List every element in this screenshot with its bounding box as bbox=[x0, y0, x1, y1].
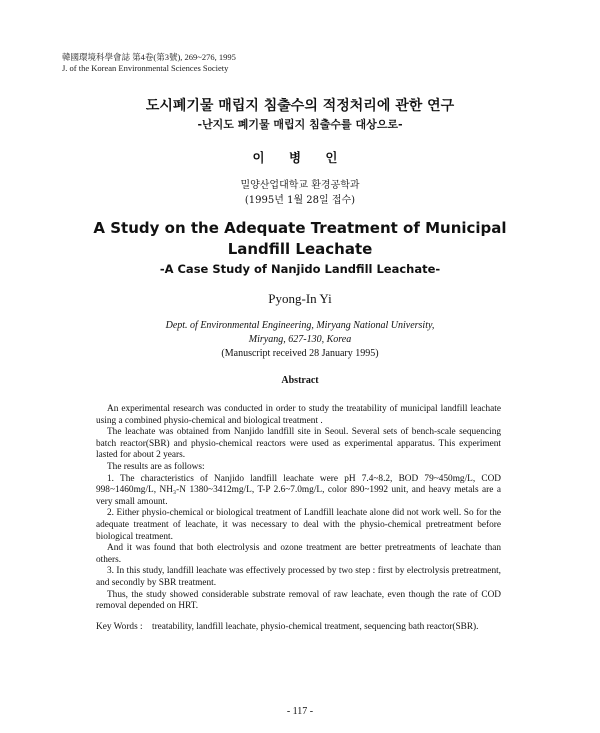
abstract-heading: Abstract bbox=[281, 375, 319, 386]
abstract-result-3: 3. In this study, landfill leachate was effectively processed by two step : first by electrolysis pretreatment, and secondly by SBR treatment. bbox=[96, 566, 501, 588]
journal-line-english: J. of the Korean Environmental Sciences Society bbox=[62, 63, 229, 73]
page-number: - 117 - bbox=[286, 706, 314, 717]
keywords-label: Key Words : bbox=[96, 621, 143, 632]
english-author: Pyong-In Yi bbox=[268, 291, 332, 306]
department-line2: Miryang, 627-130, Korea bbox=[248, 334, 352, 345]
abstract-conclusion: Thus, the study showed considerable substrate removal of raw leachate, even though the rate of COD removal depended on HRT. bbox=[96, 589, 501, 612]
journal-citation bbox=[62, 52, 236, 74]
abstract-paragraph: The results are as follows: bbox=[107, 461, 205, 472]
abstract-result-1: 1. The characteristics of Nanjido landfill leachate were pH 7.4~8.2, BOD 79~450mg/L, COD 998~1460mg/L, NH₃-N 1380~3412mg/L, T-P 2.6~7.0mg/L, color 890~1992 unit, and heavy metals are a very small amount. bbox=[96, 473, 501, 507]
english-subtitle: -A Case Study of Nanjido Landfill Leachate- bbox=[159, 262, 441, 276]
abstract-paragraph: The leachate was obtained from Nanjido landfill site in Seoul. Several sets of bench-scale sequencing batch reactor(SBR) and physio-chemical reactors were used as experimental apparatus. This experiment lasted for about 2 years. bbox=[96, 427, 501, 461]
manuscript-received: (Manuscript received 28 January 1995) bbox=[221, 348, 379, 359]
english-title-line1: A Study on the Adequate Treatment of Municipal bbox=[93, 219, 507, 237]
korean-affiliation: 밀양산업대학교 환경공학과 bbox=[240, 180, 360, 191]
keywords-text: treatability, landfill leachate, physio-chemical treatment, sequencing bath reactor(SBR). bbox=[152, 621, 479, 632]
abstract-result-2: 2. Either physio-chemical or biological treatment of Landfill leachate alone did not work well. So for the adequate treatment of leachate, it was necessary to deal with the physio-chemical pretreatment before biological treatment. bbox=[96, 508, 501, 542]
journal-line-korean: 韓國環境科學會誌 第4卷(第3號), 269~276, 1995 bbox=[62, 52, 236, 62]
korean-author: 이 병 인 bbox=[252, 150, 348, 165]
english-title-line2: Landfill Leachate bbox=[227, 240, 373, 258]
abstract-paragraph: And it was found that both electrolysis and ozone treatment are better pretreatments of leachate than others. bbox=[96, 543, 501, 565]
korean-subtitle: -난지도 폐기물 매립지 침출수를 대상으로- bbox=[197, 118, 403, 131]
korean-received-date: (1995년 1월 28일 접수) bbox=[244, 195, 356, 206]
department-line1: Dept. of Environmental Engineering, Miryang National University, bbox=[165, 320, 435, 331]
keywords bbox=[96, 622, 501, 634]
abstract-paragraph: An experimental research was conducted in order to study the treatability of municipal landfill leachate using a combined physio-chemical and biological treatment . bbox=[96, 404, 501, 426]
abstract-body bbox=[96, 404, 501, 633]
korean-title: 도시폐기물 매립지 침출수의 적정처리에 관한 연구 bbox=[145, 98, 455, 114]
